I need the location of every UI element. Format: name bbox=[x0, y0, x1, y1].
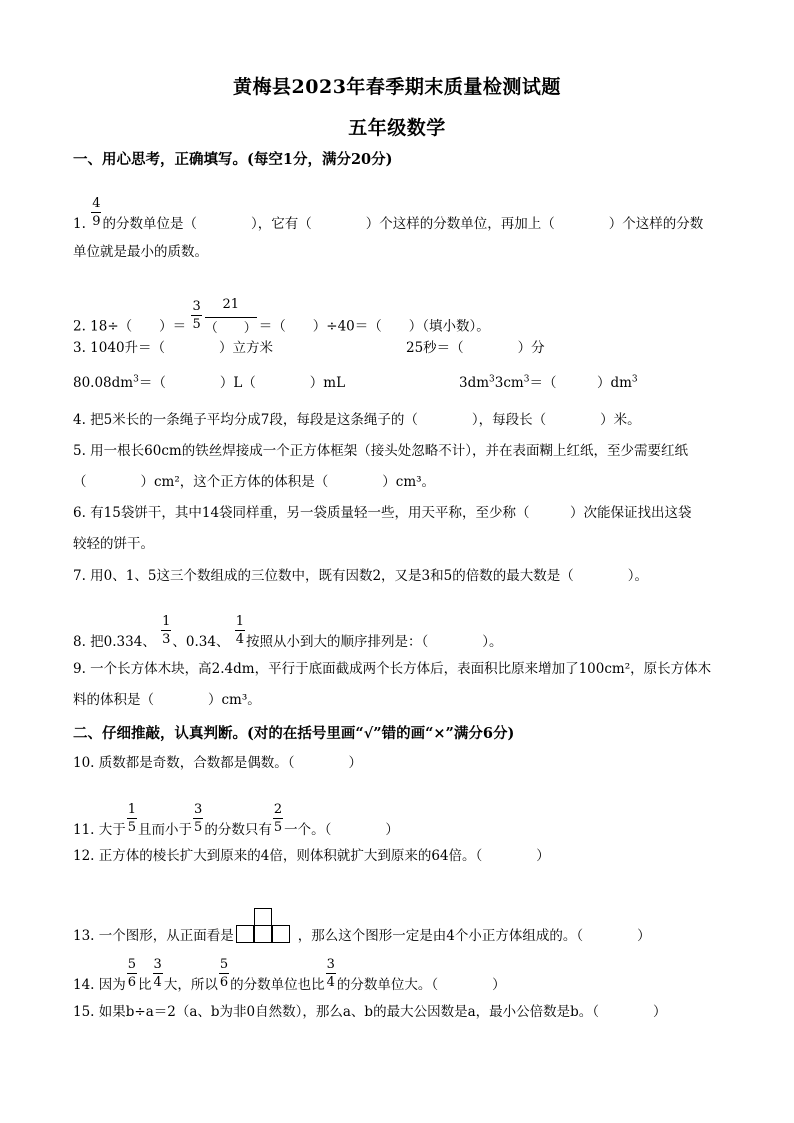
question-6-cont: 较轻的饼干。 bbox=[73, 536, 154, 552]
question-11: 11. 大于 $\frac{1}{5}$ 且而小于 $\frac{3}{5}$ 的分数只有 $\frac{2}{5}$ 一个。（ ） bbox=[73, 802, 399, 838]
question-6: 6. 有15袋饼干，其中14袋同样重，另一袋质量轻一些，用天平称，至少称（ ）次能保证找出这袋 bbox=[73, 505, 692, 521]
cube-top bbox=[254, 908, 272, 926]
fraction-21-blank: $\frac{21}{( )}$ bbox=[204, 297, 257, 336]
front-view-figure bbox=[236, 908, 296, 946]
fraction-3-4: $\frac{3}{4}$ bbox=[326, 957, 335, 990]
q1-number: 1. bbox=[73, 216, 86, 232]
fraction-2-5: $\frac{2}{5}$ bbox=[273, 802, 283, 835]
exam-title: 黄梅县2023年春季期末质量检测试题 bbox=[233, 76, 561, 98]
fraction-5-6: $\frac{5}{6}$ bbox=[127, 957, 137, 990]
cube-bottom-right bbox=[272, 925, 290, 943]
question-8: 8. 把0.334、 $\frac{1}{3}$ 、0.34、 $\frac{1}{4}$ 按照从小到大的顺序排列是：（ ）。 bbox=[73, 614, 503, 650]
question-14: 14. 因为 $\frac{5}{6}$ 比 $\frac{3}{4}$ 大，所以 $\frac{5}{6}$ 的分数单位也比 $\frac{3}{4}$ 的分数单位大。（ ） bbox=[73, 957, 506, 993]
question-3d: $3dm^33cm^3=$（ ）$dm^3$ bbox=[459, 374, 638, 391]
question-12: 12. 正方体的棱长扩大到原来的4倍，则体积就扩大到原来的64倍。（ ） bbox=[73, 848, 550, 864]
question-3c: $80.08dm^3=$（ ）L（ ）mL bbox=[73, 374, 346, 391]
fraction-5-6: $\frac{5}{6}$ bbox=[219, 957, 229, 990]
fraction-3-4: $\frac{3}{4}$ bbox=[153, 957, 162, 990]
fraction-1-3: $\frac{1}{3}$ bbox=[162, 614, 171, 647]
question-9: 9. 一个长方体木块，高2.4dm，平行于底面截成两个长方体后，表面积比原来增加了100cm²，原长方体木 bbox=[73, 661, 712, 677]
question-15: 15. 如果b÷a＝2（a、b为非0自然数），那么a、b的最大公因数是a，最小公倍数是b。（ ） bbox=[73, 1004, 667, 1020]
question-5-cont: （ ）cm²，这个正方体的体积是（ ）cm³。 bbox=[73, 474, 436, 490]
fraction-3-5: $\frac{3}{5}$ bbox=[194, 802, 203, 835]
fraction-1-4: $\frac{1}{4}$ bbox=[235, 614, 245, 647]
fraction-1-5: $\frac{1}{5}$ bbox=[127, 802, 137, 835]
fraction-4-9: $\frac{4}{9}$ bbox=[92, 196, 101, 229]
question-9-cont: 料的体积是（ ）cm³。 bbox=[73, 692, 261, 708]
question-13: 13. 一个图形，从正面看是 ，那么这个图形一定是由4个小正方体组成的。（ ） bbox=[73, 908, 651, 946]
question-3b: 25秒＝（ ）分 bbox=[406, 340, 545, 356]
section-1-heading: 一、用心思考，正确填写。(每空1分，满分20分) bbox=[73, 151, 393, 168]
question-10: 10. 质数都是奇数，合数都是偶数。（ ） bbox=[73, 755, 363, 771]
q1-text: 的分数单位是（ ），它有（ ）个这样的分数单位，再加上（ ）个这样的分数 bbox=[102, 216, 704, 232]
question-1-cont: 单位就是最小的质数。 bbox=[73, 244, 208, 260]
question-2: 2. 18÷（ ）＝ $\frac{3}{5}$ $\frac{21}{( )}$ ＝（ ）÷40＝（ ）（填小数）。 bbox=[73, 305, 490, 349]
question-3a: 3. 1040升＝（ ）立方米 bbox=[73, 340, 274, 356]
question-7: 7. 用0、1、5这三个数组成的三位数中，既有因数2，又是3和5的倍数的最大数是（ ）。 bbox=[73, 568, 648, 584]
fraction-3-5: $\frac{3}{5}$ bbox=[192, 298, 201, 332]
question-5: 5. 用一根长60cm的铁丝焊接成一个正方体框架（接头处忽略不计），并在表面糊上红纸，至少需要红纸 bbox=[73, 443, 688, 459]
section-2-heading: 二、仔细推敲，认真判断。(对的在括号里画“√”错的画“×”满分6分) bbox=[73, 725, 515, 742]
exam-subtitle: 五年级数学 bbox=[348, 117, 446, 139]
cube-bottom-middle bbox=[254, 925, 272, 943]
question-4: 4. 把5米长的一条绳子平均分成7段，每段是这条绳子的（ ），每段长（ ）米。 bbox=[73, 412, 641, 428]
question-1 bbox=[73, 196, 704, 241]
cube-bottom-left bbox=[236, 925, 254, 943]
